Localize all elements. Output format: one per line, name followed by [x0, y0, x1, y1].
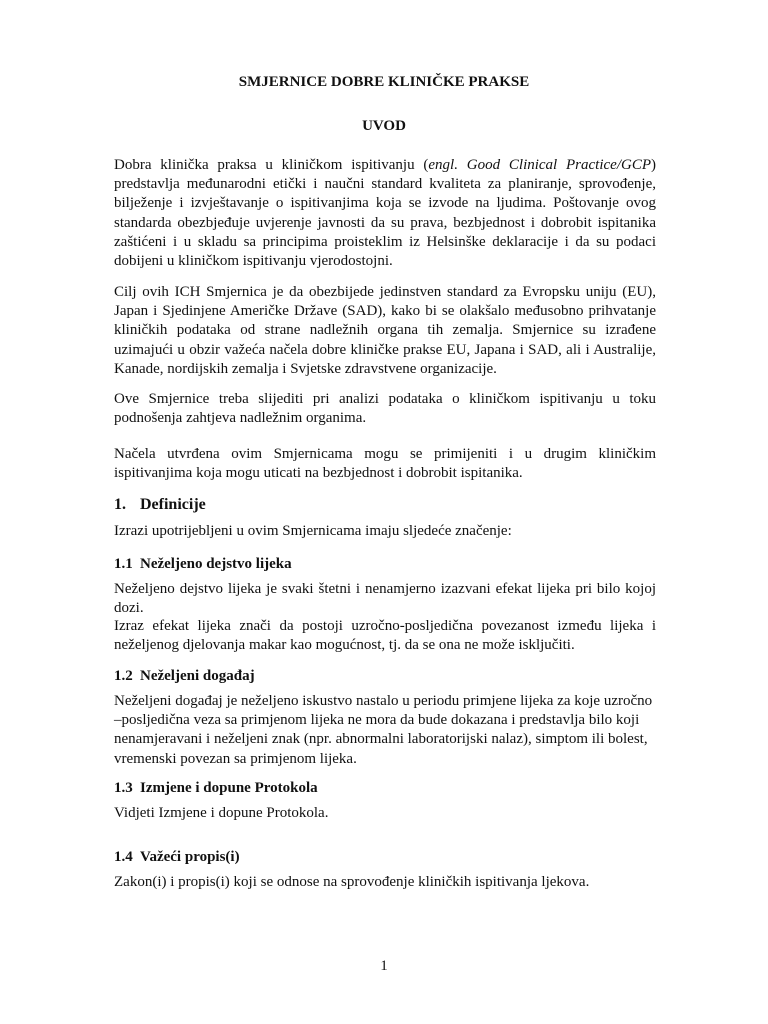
section-1-3-title: Izmjene i dopune Protokola [140, 780, 318, 796]
intro-p1-rest: ) predstavlja međunarodni etički i naučni standard kvaliteta za planiranje, sprovođenje, bilježenje i izvještavanje o ispitivanjima koja se izvode na ljudima. Poštovanje ovog standarda obezbjeđuje uvjerenje javnosti da su prava, bezbjednost i dobrobit ispitanika zaštićeni i u skladu sa principima proisteklim iz Helsinške deklaracije i da su podaci dobijeni u kliničkom ispitivanju vjerodostojni. [114, 157, 656, 270]
intro-paragraph-4: Načela utvrđena ovim Smjernicama mogu se primijeniti i u drugim kliničkim ispitivanjima koja mogu uticati na bezbjednost i dobrobit ispitanika. [114, 446, 656, 482]
document-subtitle: UVOD [362, 118, 406, 134]
section-1-4-paragraph: Zakon(i) i propis(i) koji se odnose na sprovođenje kliničkih ispitivanja ljekova. [114, 874, 590, 890]
section-1-4-title: Važeći propis(i) [140, 849, 240, 865]
section-1-2-title: Neželjeni događaj [140, 668, 255, 684]
intro-paragraph-1 [114, 156, 656, 271]
section-1-number: 1. [114, 496, 126, 513]
section-1-2-number: 1.2 [114, 668, 133, 684]
section-1-2-heading [114, 668, 255, 685]
intro-paragraph-3: Ove Smjernice treba slijediti pri analizi podataka o kliničkom ispitivanju u toku podnošenja zahtjeva nadležnim organima. [114, 391, 656, 427]
section-1-2-paragraph [114, 692, 652, 769]
section-1-heading [114, 496, 206, 514]
section-1-title: Definicije [140, 496, 206, 513]
intro-p1-start: Dobra klinička praksa u kliničkom ispitivanju ( [114, 157, 429, 173]
section-1-1-title: Neželjeno dejstvo lijeka [140, 556, 292, 572]
intro-p1-italic: engl. Good Clinical Practice/GCP [428, 157, 651, 173]
page-number: 1 [380, 958, 388, 974]
section-1-4-number: 1.4 [114, 849, 133, 865]
section-1-2-line-1: Neželjeni događaj je neželjeno iskustvo nastalo u periodu primjene lijeka za koje uzročno [114, 693, 653, 709]
section-1-1-number: 1.1 [114, 556, 133, 572]
section-1-1-paragraph-2: Izraz efekat lijeka znači da postoji uzročno-posljedična povezanost između lijeka i neželjenog djelovanja makar kao mogućnost, tj. da se ona ne može isključiti. [114, 618, 656, 654]
section-1-1-paragraph-1: Neželjeno dejstvo lijeka je svaki štetni i nenamjerno izazvani efekat lijeka pri bilo kojoj dozi. [114, 581, 656, 617]
section-1-2-line-4: vremenski povezan sa primjenom lijeka. [114, 750, 357, 767]
section-1-3-heading [114, 780, 318, 797]
section-1-3-paragraph: Vidjeti Izmjene i dopune Protokola. [114, 805, 329, 821]
intro-paragraph-2: Cilj ovih ICH Smjernica je da obezbijede jedinstven standard za Evropsku uniju (EU), Japan i Sjedinjene Američke Države (SAD), kako bi se olakšalo međusobno prihvatanje kliničkih podataka od strane nadležnih organa tih zemalja. Smjernice su izrađene uzimajući u obzir važeća načela dobre kliničke prakse EU, Japana i SAD, ali i Australije, Kanade, nordijskih zemalja i Svjetske zdravstvene organizacije. [114, 284, 656, 377]
section-1-1-heading [114, 556, 292, 573]
section-1-intro: Izrazi upotrijebljeni u ovim Smjernicama imaju sljedeće značenje: [114, 523, 512, 539]
section-1-4-heading [114, 849, 240, 866]
section-1-3-number: 1.3 [114, 780, 133, 796]
section-1-2-line-3: nenamjeravani i neželjeni znak (npr. abnormalni laboratorijski nalaz), simptom ili bolest, [114, 731, 648, 748]
section-1-2-line-2: –posljedična veza sa primjenom lijeka ne mora da bude dokazana i predstavlja bilo koji [114, 712, 640, 729]
document-title: SMJERNICE DOBRE KLINIČKE PRAKSE [238, 74, 530, 90]
